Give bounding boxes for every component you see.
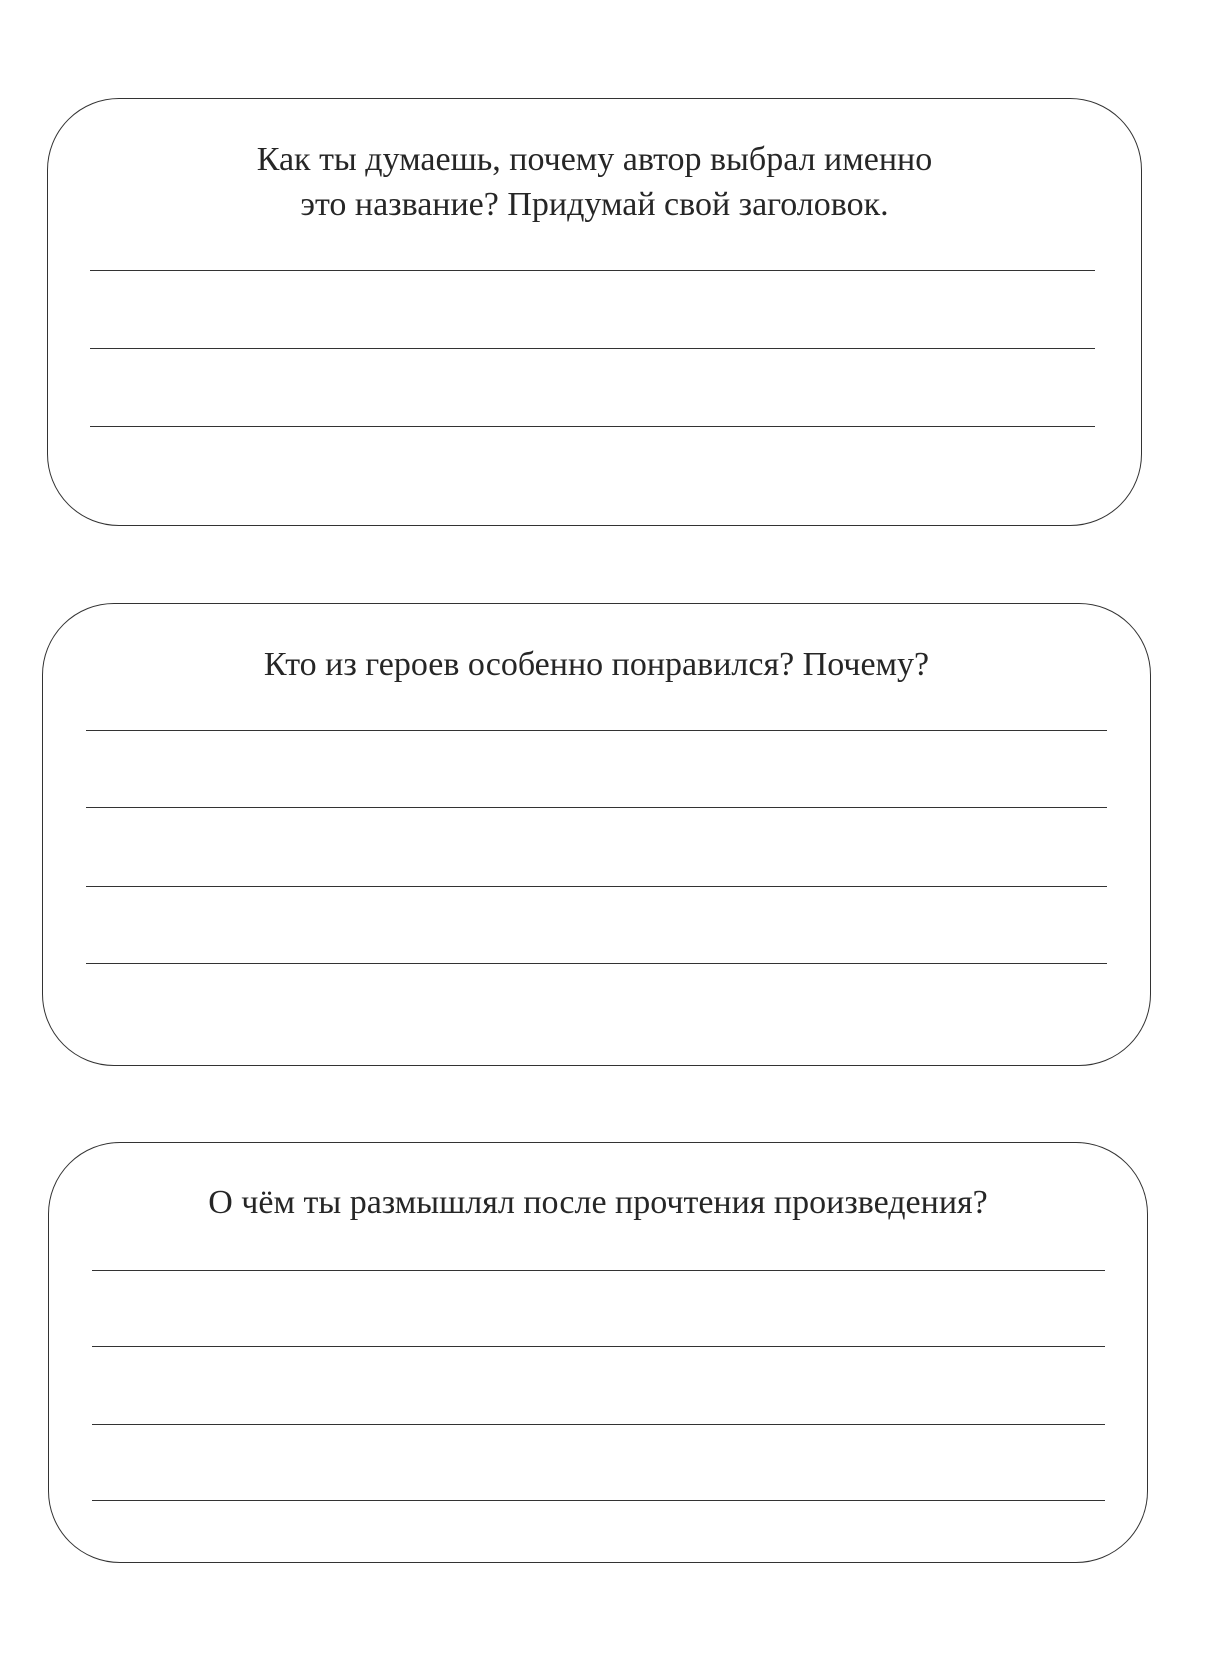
answer-line[interactable] — [92, 1500, 1105, 1501]
question-line: О чём ты размышлял после прочтения произведения? — [208, 1184, 988, 1221]
answer-line[interactable] — [90, 270, 1095, 271]
answer-line[interactable] — [86, 807, 1107, 808]
answer-line[interactable] — [86, 886, 1107, 887]
answer-line[interactable] — [86, 730, 1107, 731]
question-text — [49, 1180, 1147, 1225]
answer-line[interactable] — [92, 1270, 1105, 1271]
answer-line[interactable] — [86, 963, 1107, 964]
answer-line[interactable] — [92, 1346, 1105, 1347]
answer-line[interactable] — [92, 1424, 1105, 1425]
question-line: Как ты думаешь, почему автор выбрал именно — [256, 141, 933, 178]
question-text — [43, 642, 1150, 687]
question-line: Кто из героев особенно понравился? Почему? — [263, 646, 930, 683]
answer-line[interactable] — [90, 348, 1095, 349]
question-text — [48, 137, 1141, 227]
question-line: это название? Придумай свой заголовок. — [300, 186, 889, 223]
question-card-title — [47, 98, 1142, 526]
question-card-heroes — [42, 603, 1151, 1066]
answer-line[interactable] — [90, 426, 1095, 427]
question-card-reflection — [48, 1142, 1148, 1563]
